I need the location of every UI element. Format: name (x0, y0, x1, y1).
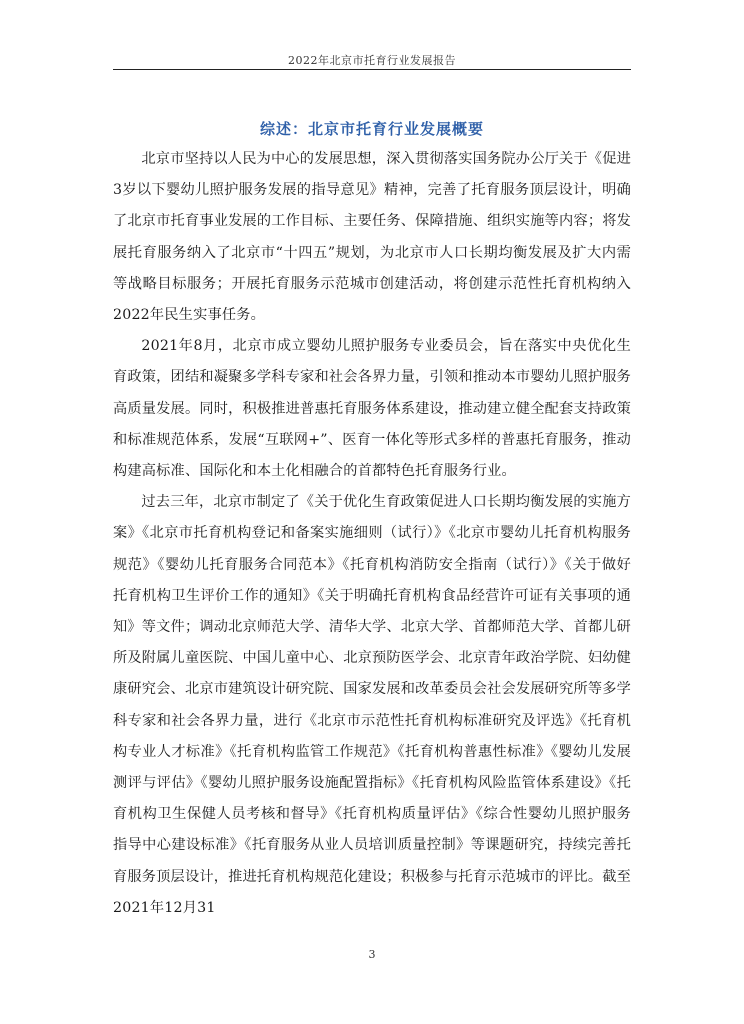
body-text (113, 144, 631, 924)
header-rule (113, 69, 631, 70)
page-number: 3 (368, 948, 376, 961)
section-title: 综述：北京市托育行业发展概要 (259, 120, 484, 138)
running-header: 2022年北京市托育行业发展报告 (288, 54, 456, 67)
paragraph-3: 过去三年，北京市制定了《关于优化生育政策促进人口长期均衡发展的实施方案》《北京市托育机构登记和备案实施细则（试行）》《北京市婴幼儿托育机构服务规范》《婴幼儿托育服务合同范本》《托育机构消防安全指南（试行）》《关于做好托育机构卫生评价工作的通知》《关于明确托育机构食品经营许可证有关事项的通知》等文件；调动北京师范大学、清华大学、北京大学、首都师范大学、首都儿研所及附属儿童医院、中国儿童中心、北京预防医学会、北京青年政治学院、妇幼健康研究会、北京市建筑设计研究院、国家发展和改革委员会社会发展研究所等多学科专家和社会各界力量，进行《北京市示范性托育机构标准研究及评选》《托育机构专业人才标准》《托育机构监管工作规范》《托育机构普惠性标准》《婴幼儿发展测评与评估》《婴幼儿照护服务设施配置指标》《托育机构风险监管体系建设》《托育机构卫生保健人员考核和督导》《托育机构质量评估》《综合性婴幼儿照护服务指导中心建设标准》《托育服务从业人员培训质量控制》等课题研究，持续完善托育服务顶层设计，推进托育机构规范化建设；积极参与托育示范城市的评比。截至2021年12月31 (113, 494, 631, 916)
paragraph-1: 北京市坚持以人民为中心的发展思想，深入贯彻落实国务院办公厅关于《促进3岁以下婴幼儿照护服务发展的指导意见》精神，完善了托育服务顶层设计，明确了北京市托育事业发展的工作目标、主要任务、保障措施、组织实施等内容；将发展托育服务纳入了北京市“十四五”规划，为北京市人口长期均衡发展及扩大内需等战略目标服务；开展托育服务示范城市创建活动，将创建示范性托育机构纳入2022年民生实事任务。 (113, 151, 631, 324)
paragraph-2: 2021年8月，北京市成立婴幼儿照护服务专业委员会，旨在落实中央优化生育政策，团结和凝聚多学科专家和社会各界力量，引领和推动本市婴幼儿照护服务高质量发展。同时，积极推进普惠托育服务体系建设，推动建立健全配套支持政策和标准规范体系，发展“互联网+”、医育一体化等形式多样的普惠托育服务，推动构建高标准、国际化和本土化相融合的首都特色托育服务行业。 (113, 338, 631, 480)
